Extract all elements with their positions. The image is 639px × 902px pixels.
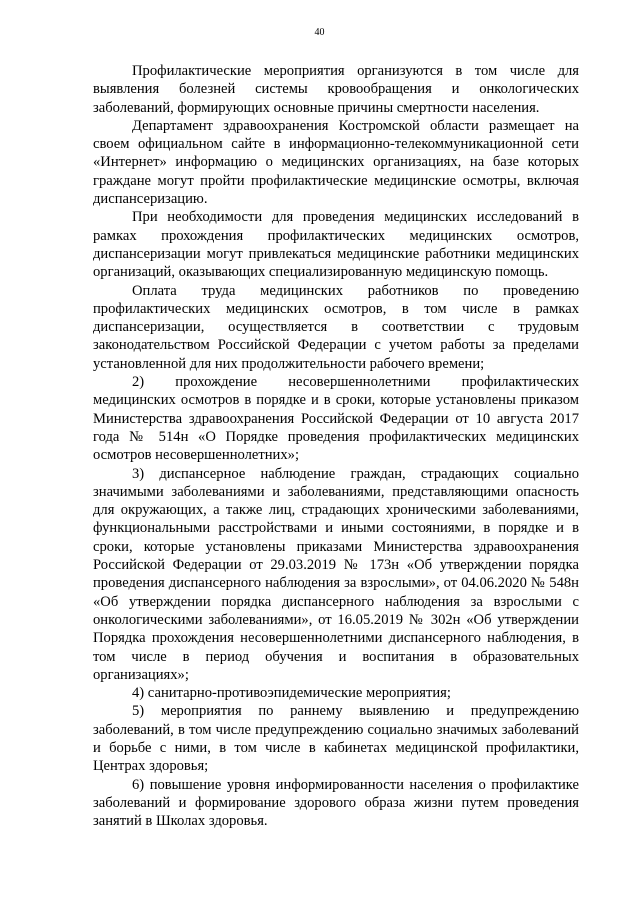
list-item-5-early-detection: 5) мероприятия по раннему выявлению и предупреждению заболеваний, в том числе предупреждению социально значимых заболеваний и борьбе с ними, в том числе в кабинетах медицинской профилактики, Центрах здоровья; [93, 703, 579, 775]
paragraph-specialists-involvement: При необходимости для проведения медицинских исследований в рамках прохождения профилактических медицинских осмотров, диспансеризации могут привлекаться медицинские работники медицинских организаций, оказывающих специализированную медицинскую помощь. [93, 209, 579, 281]
paragraph-department-website: Департамент здравоохранения Костромской области размещает на своем официальном сайте в информационно-телекоммуникационной сети «Интернет» информацию о медицинских организациях, на базе которых граждане могут пройти профилактические медицинские осмотры, включая диспансеризацию. [93, 117, 579, 208]
document-body [93, 62, 579, 830]
paragraph-labor-payment: Оплата труда медицинских работников по проведению профилактических медицинских осмотров, в том числе в рамках диспансеризации, осуществляется в соответствии с трудовым законодательством Российской Федерации с учетом работы за пределами установленной для них продолжительности рабочего времени; [93, 282, 579, 372]
list-item-4-sanitary-measures: 4) санитарно-противоэпидемические мероприятия; [132, 685, 451, 702]
list-item-6-health-awareness: 6) повышение уровня информированности населения о профилактике заболеваний и формирование здорового образа жизни путем проведения занятий в Школах здоровья. [93, 776, 579, 830]
paragraph-preventive-measures: Профилактические мероприятия организуются в том числе для выявления болезней системы кровообращения и онкологических заболеваний, формирующих основные причины смертности населения. [93, 63, 579, 116]
list-item-3-dispensary-observation: 3) диспансерное наблюдение граждан, страдающих социально значимыми заболеваниями и заболеваниями, представляющими опасность для окружающих, а также лиц, страдающих хроническими заболеваниями, функциональными расстройствами и иными состояниями, в порядке и в сроки, которые установлены приказами Министерства здравоохранения Российской Федерации от 29.03.2019 № 173н «Об утверждении порядка проведения диспансерного наблюдения за взрослыми», от 04.06.2020 № 548н «Об утверждении порядка диспансерного наблюдения за взрослыми с онкологическими заболеваниями», от 16.05.2019 № 302н «Об утверждении Порядка прохождения несовершеннолетними диспансерного наблюдения, в том числе в период обучения и воспитания в образовательных организациях»; [93, 465, 579, 683]
page-number: 40 [314, 27, 325, 38]
list-item-2-minors-checkups: 2) прохождение несовершеннолетними профилактических медицинских осмотров в порядке и в сроки, которые установлены приказом Министерства здравоохранения Российской Федерации от 10 августа 2017 года № 514н «О Порядке проведения профилактических медицинских осмотров несовершеннолетних»; [93, 374, 579, 464]
